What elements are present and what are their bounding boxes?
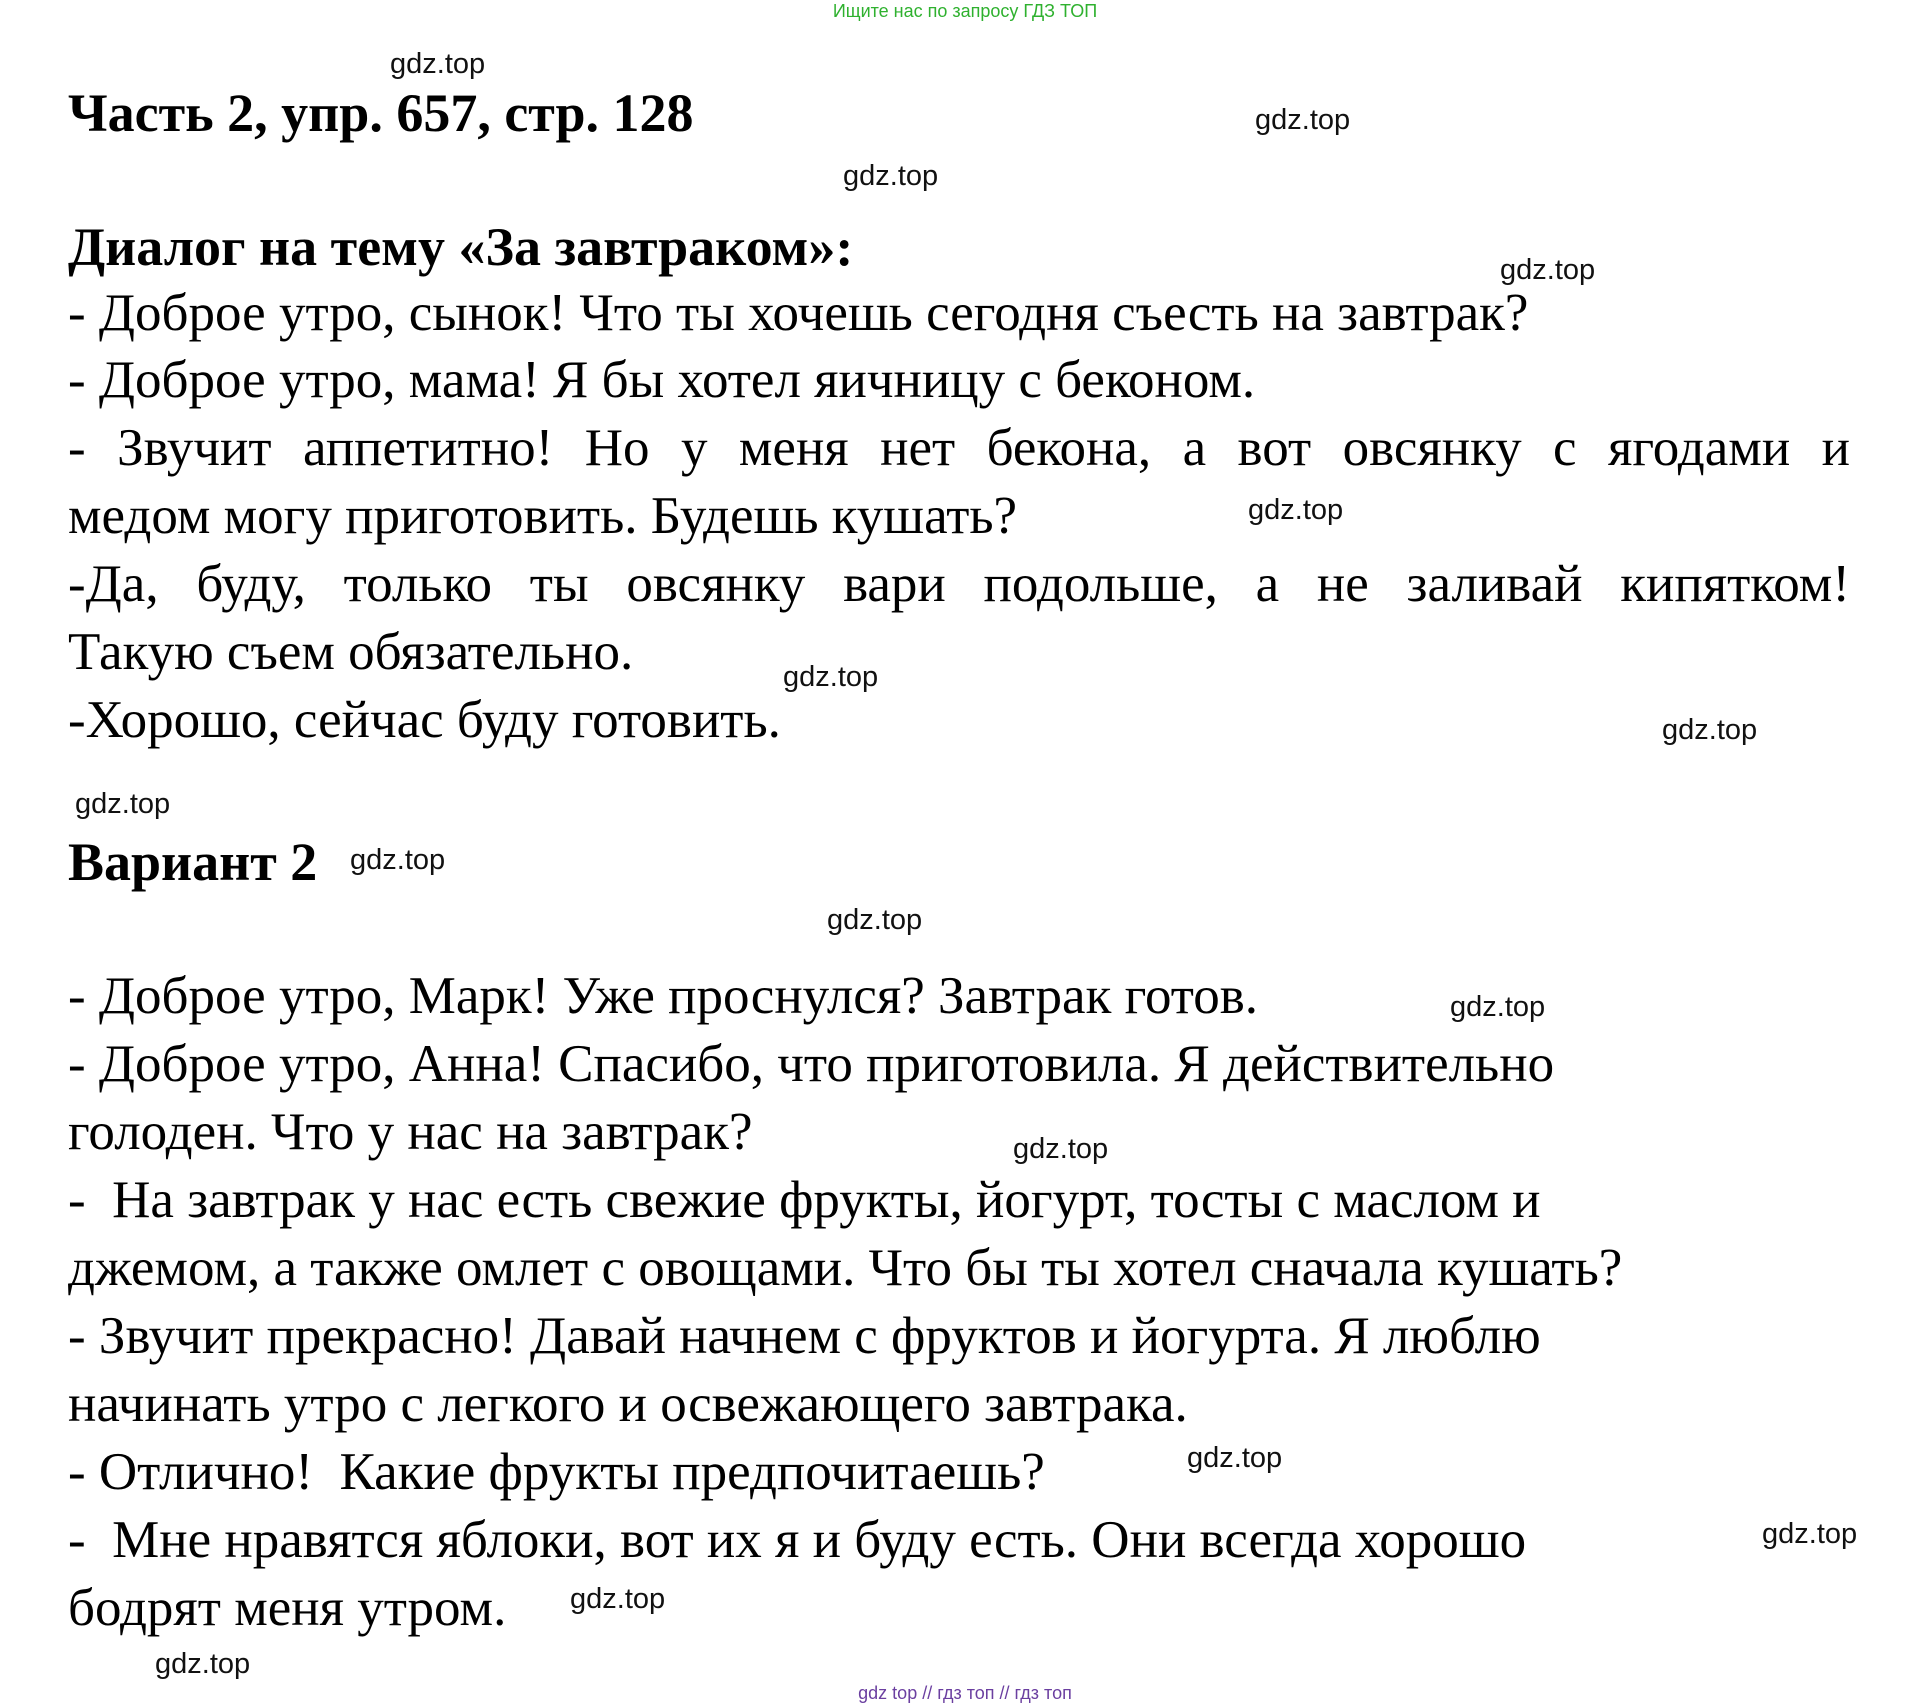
watermark: gdz.top	[570, 1583, 666, 1615]
watermark: gdz.top	[783, 661, 879, 693]
dialog-line: - Доброе утро, Анна! Спасибо, что приготовила. Я действительно	[68, 1035, 1555, 1093]
dialog-line: - Мне нравятся яблоки, вот их я и буду есть. Они всегда хорошо	[68, 1511, 1527, 1569]
dialog-line: - Доброе утро, Марк! Уже проснулся? Завтрак готов.	[68, 967, 1259, 1025]
dialog-line: -Да, буду, только ты овсянку вари подольше, а не заливай кипятком!	[68, 555, 1850, 613]
dialog-line: бодрят меня утром.	[68, 1579, 507, 1637]
dialog-line: медом могу приготовить. Будешь кушать?	[68, 487, 1018, 545]
dialog-line: голоден. Что у нас на завтрак?	[68, 1103, 753, 1161]
watermark: gdz.top	[1662, 714, 1758, 746]
watermark: gdz.top	[1762, 1518, 1858, 1550]
watermark: gdz.top	[390, 48, 486, 80]
watermark: gdz.top	[1013, 1133, 1109, 1165]
watermark: gdz.top	[1255, 104, 1351, 136]
watermark: gdz.top	[843, 160, 939, 192]
dialog-line: начинать утро с легкого и освежающего завтрака.	[68, 1375, 1188, 1433]
bottom-banner[interactable]: gdz top // гдз топ // гдз топ	[858, 1683, 1072, 1703]
dialog-line: - На завтрак у нас есть свежие фрукты, йогурт, тосты с маслом и	[68, 1171, 1541, 1229]
page-title: Часть 2, упр. 657, стр. 128	[68, 83, 694, 143]
dialog-line: - Звучит прекрасно! Давай начнем с фруктов и йогурта. Я люблю	[68, 1307, 1541, 1365]
watermark: gdz.top	[1187, 1442, 1283, 1474]
dialog-line: - Звучит аппетитно! Но у меня нет бекона, а вот овсянку с ягодами и	[68, 419, 1850, 477]
watermark: gdz.top	[827, 904, 923, 936]
top-banner[interactable]: Ищите нас по запросу ГДЗ ТОП	[832, 1, 1098, 21]
dialog-line: - Доброе утро, сынок! Что ты хочешь сегодня съесть на завтрак?	[68, 284, 1529, 342]
watermark: gdz.top	[155, 1648, 251, 1680]
dialog-line: - Доброе утро, мама! Я бы хотел яичницу с беконом.	[68, 351, 1256, 409]
dialog-line: - Отлично! Какие фрукты предпочитаешь?	[68, 1443, 1045, 1501]
section2-heading: Вариант 2	[68, 832, 318, 892]
dialog-line: джемом, а также омлет с овощами. Что бы ты хотел сначала кушать?	[68, 1239, 1623, 1297]
section1-heading: Диалог на тему «За завтраком»:	[68, 217, 854, 277]
watermark: gdz.top	[1248, 494, 1344, 526]
watermark: gdz.top	[350, 844, 446, 876]
watermark: gdz.top	[1500, 254, 1596, 286]
watermark: gdz.top	[1450, 991, 1546, 1023]
dialog-line: Такую съем обязательно.	[68, 623, 634, 681]
dialog-line: -Хорошо, сейчас буду готовить.	[68, 691, 781, 749]
watermark: gdz.top	[75, 788, 171, 820]
